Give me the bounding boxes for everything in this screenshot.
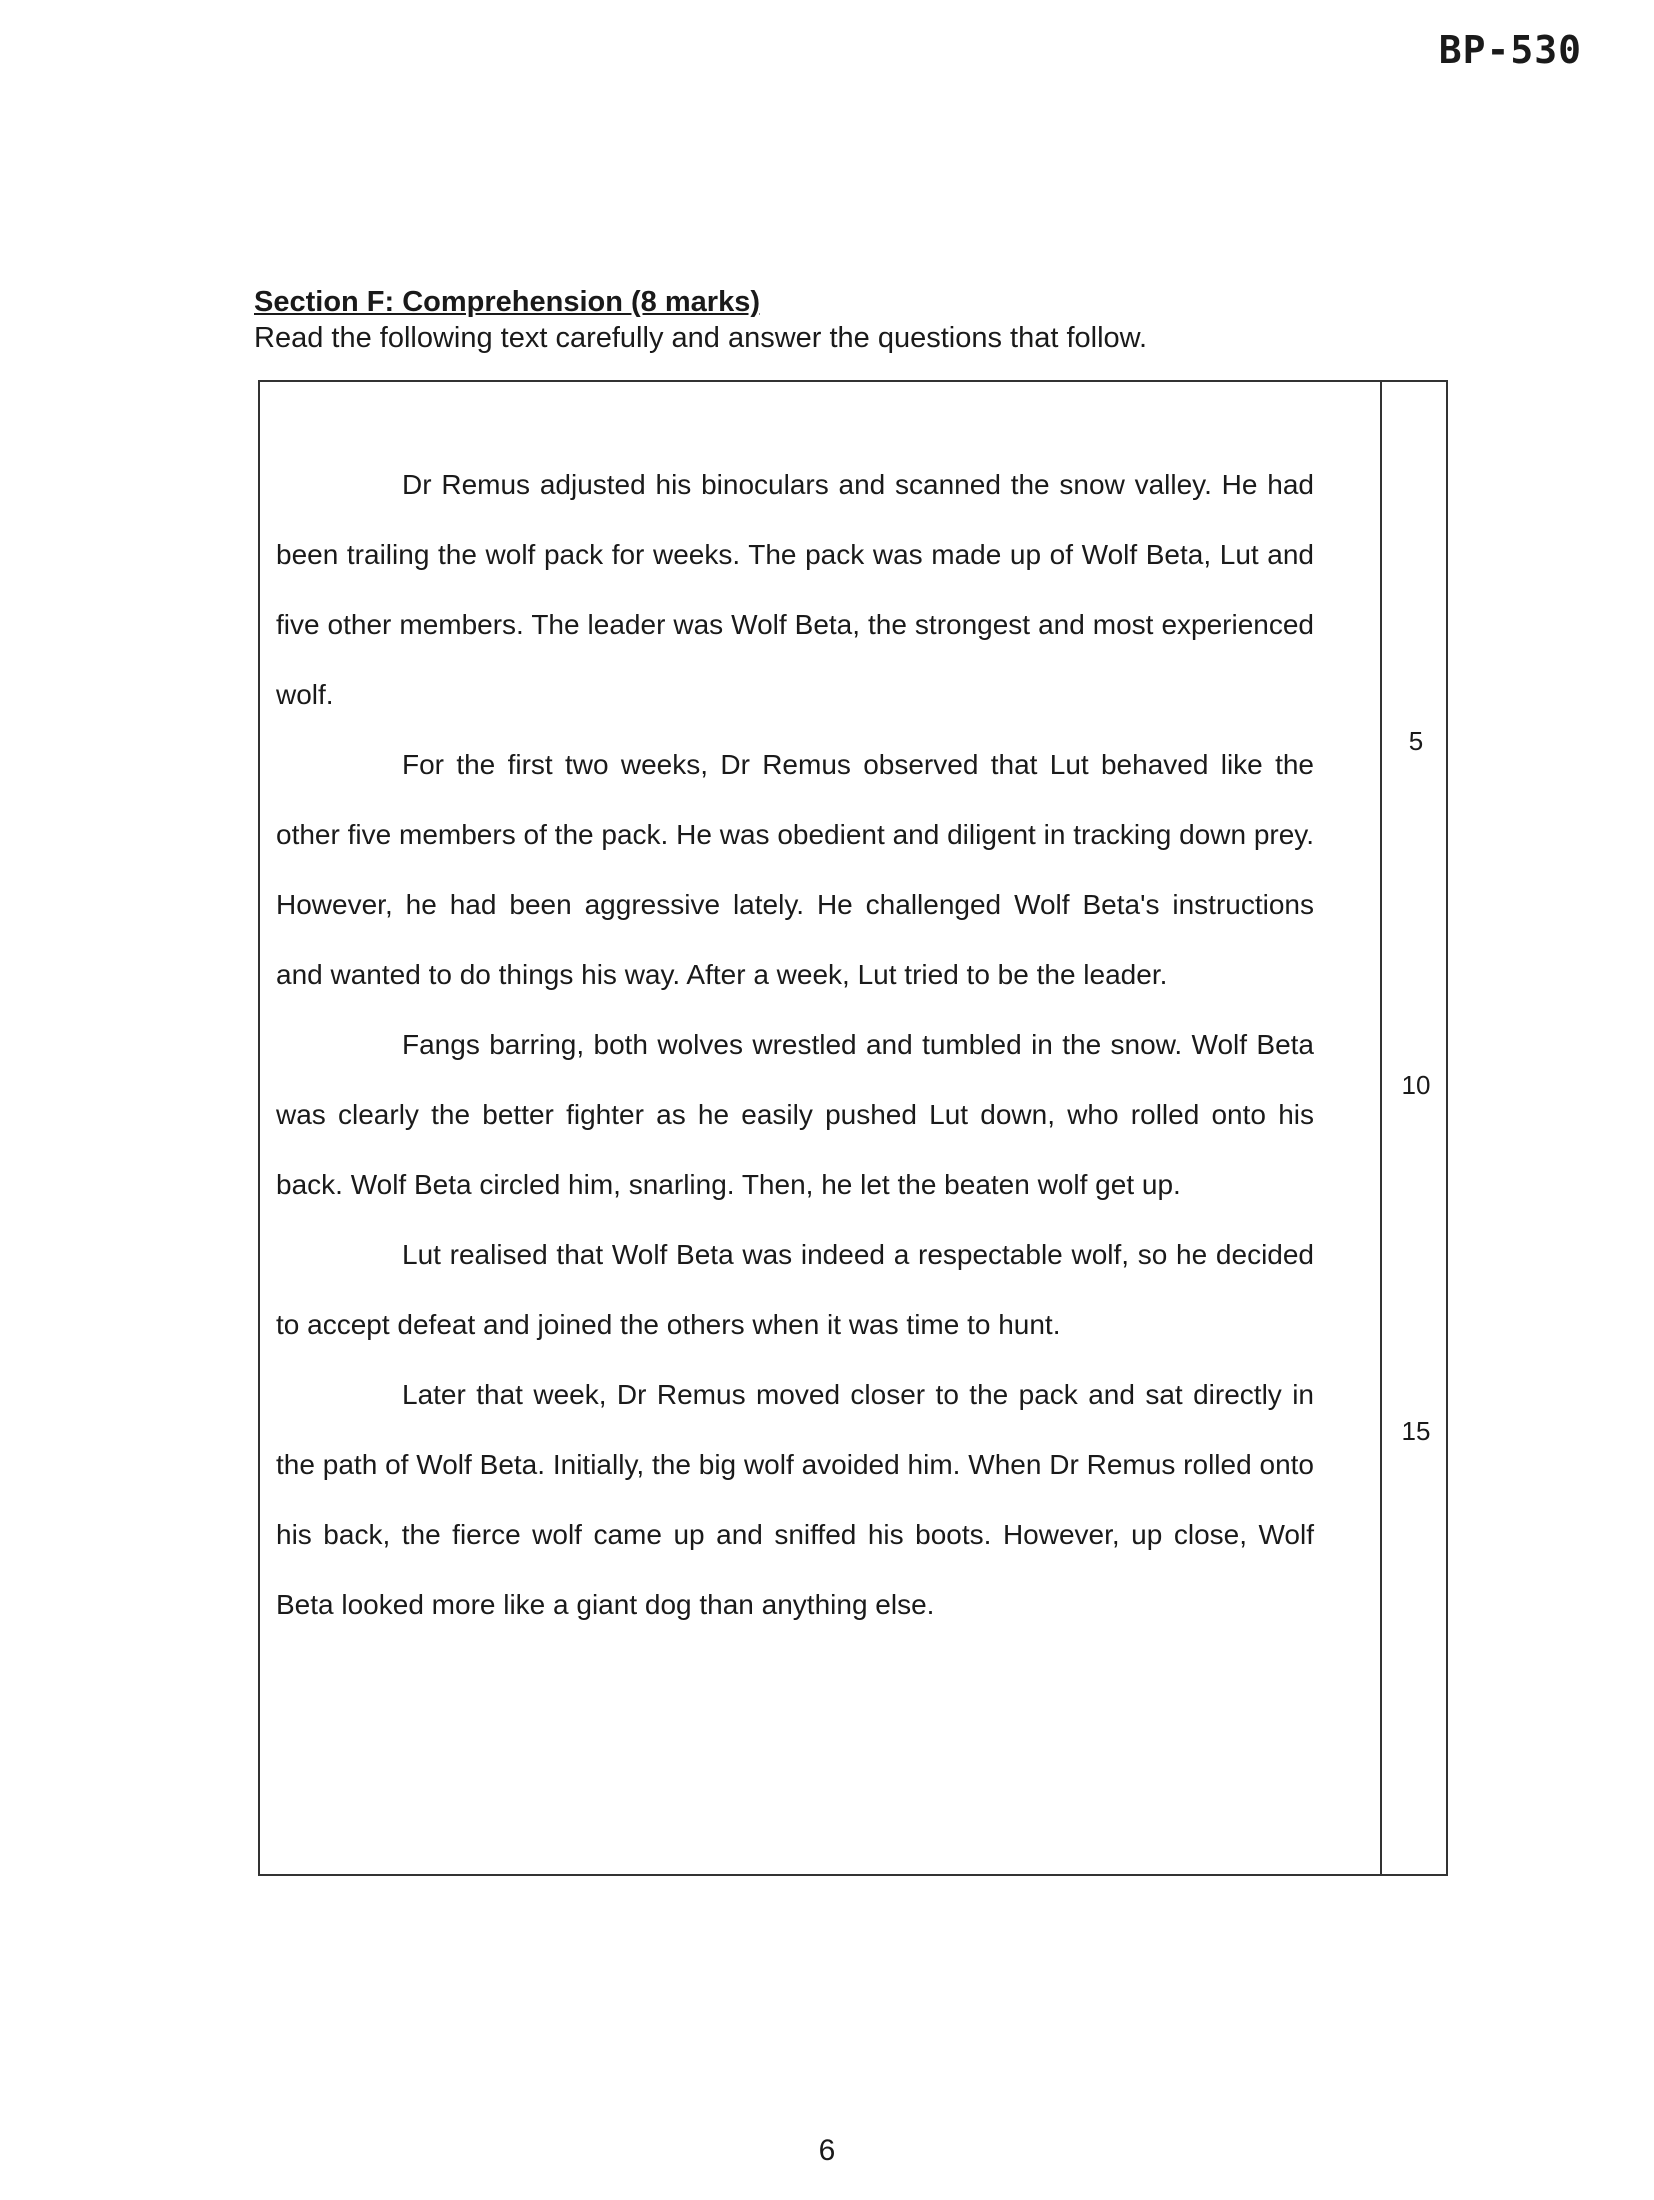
paragraph-3: Fangs barring, both wolves wrestled and tumbled in the snow. Wolf Beta was clearly the better fighter as he easily pushed Lut down, who rolled onto his back. Wolf Beta circled him, snarling. Then, he let the beaten wolf get up.: [276, 1029, 1314, 1200]
line-number-15: 15: [1401, 1416, 1431, 1446]
line-number-column: [1382, 380, 1448, 1876]
section-instructions: Read the following text carefully and answer the questions that follow.: [254, 322, 1148, 354]
line-number-5: 5: [1408, 726, 1424, 756]
line-number-10: 10: [1401, 1070, 1431, 1100]
page-code: BP-530: [1438, 28, 1582, 72]
passage-text: [276, 450, 1314, 1640]
paragraph-5: Later that week, Dr Remus moved closer to the pack and sat directly in the path of Wolf Beta. Initially, the big wolf avoided him. When Dr Remus rolled onto his back, the fierce wolf came up and sniffed his boots. However, up close, Wolf Beta looked more like a giant dog than anything else.: [276, 1379, 1314, 1620]
paragraph-4: Lut realised that Wolf Beta was indeed a respectable wolf, so he decided to accept defeat and joined the others when it was time to hunt.: [276, 1239, 1314, 1340]
section-title: Section F: Comprehension (8 marks): [254, 286, 760, 318]
paragraph-2: For the first two weeks, Dr Remus observed that Lut behaved like the other five members of the pack. He was obedient and diligent in tracking down prey. However, he had been aggressive lately. He challenged Wolf Beta's instructions and wanted to do things his way. After a week, Lut tried to be the leader.: [276, 749, 1314, 990]
page-number: 6: [818, 2134, 836, 2167]
paragraph-1: Dr Remus adjusted his binoculars and scanned the snow valley. He had been trailing the wolf pack for weeks. The pack was made up of Wolf Beta, Lut and five other members. The leader was Wolf Beta, the strongest and most experienced wolf.: [276, 469, 1314, 710]
